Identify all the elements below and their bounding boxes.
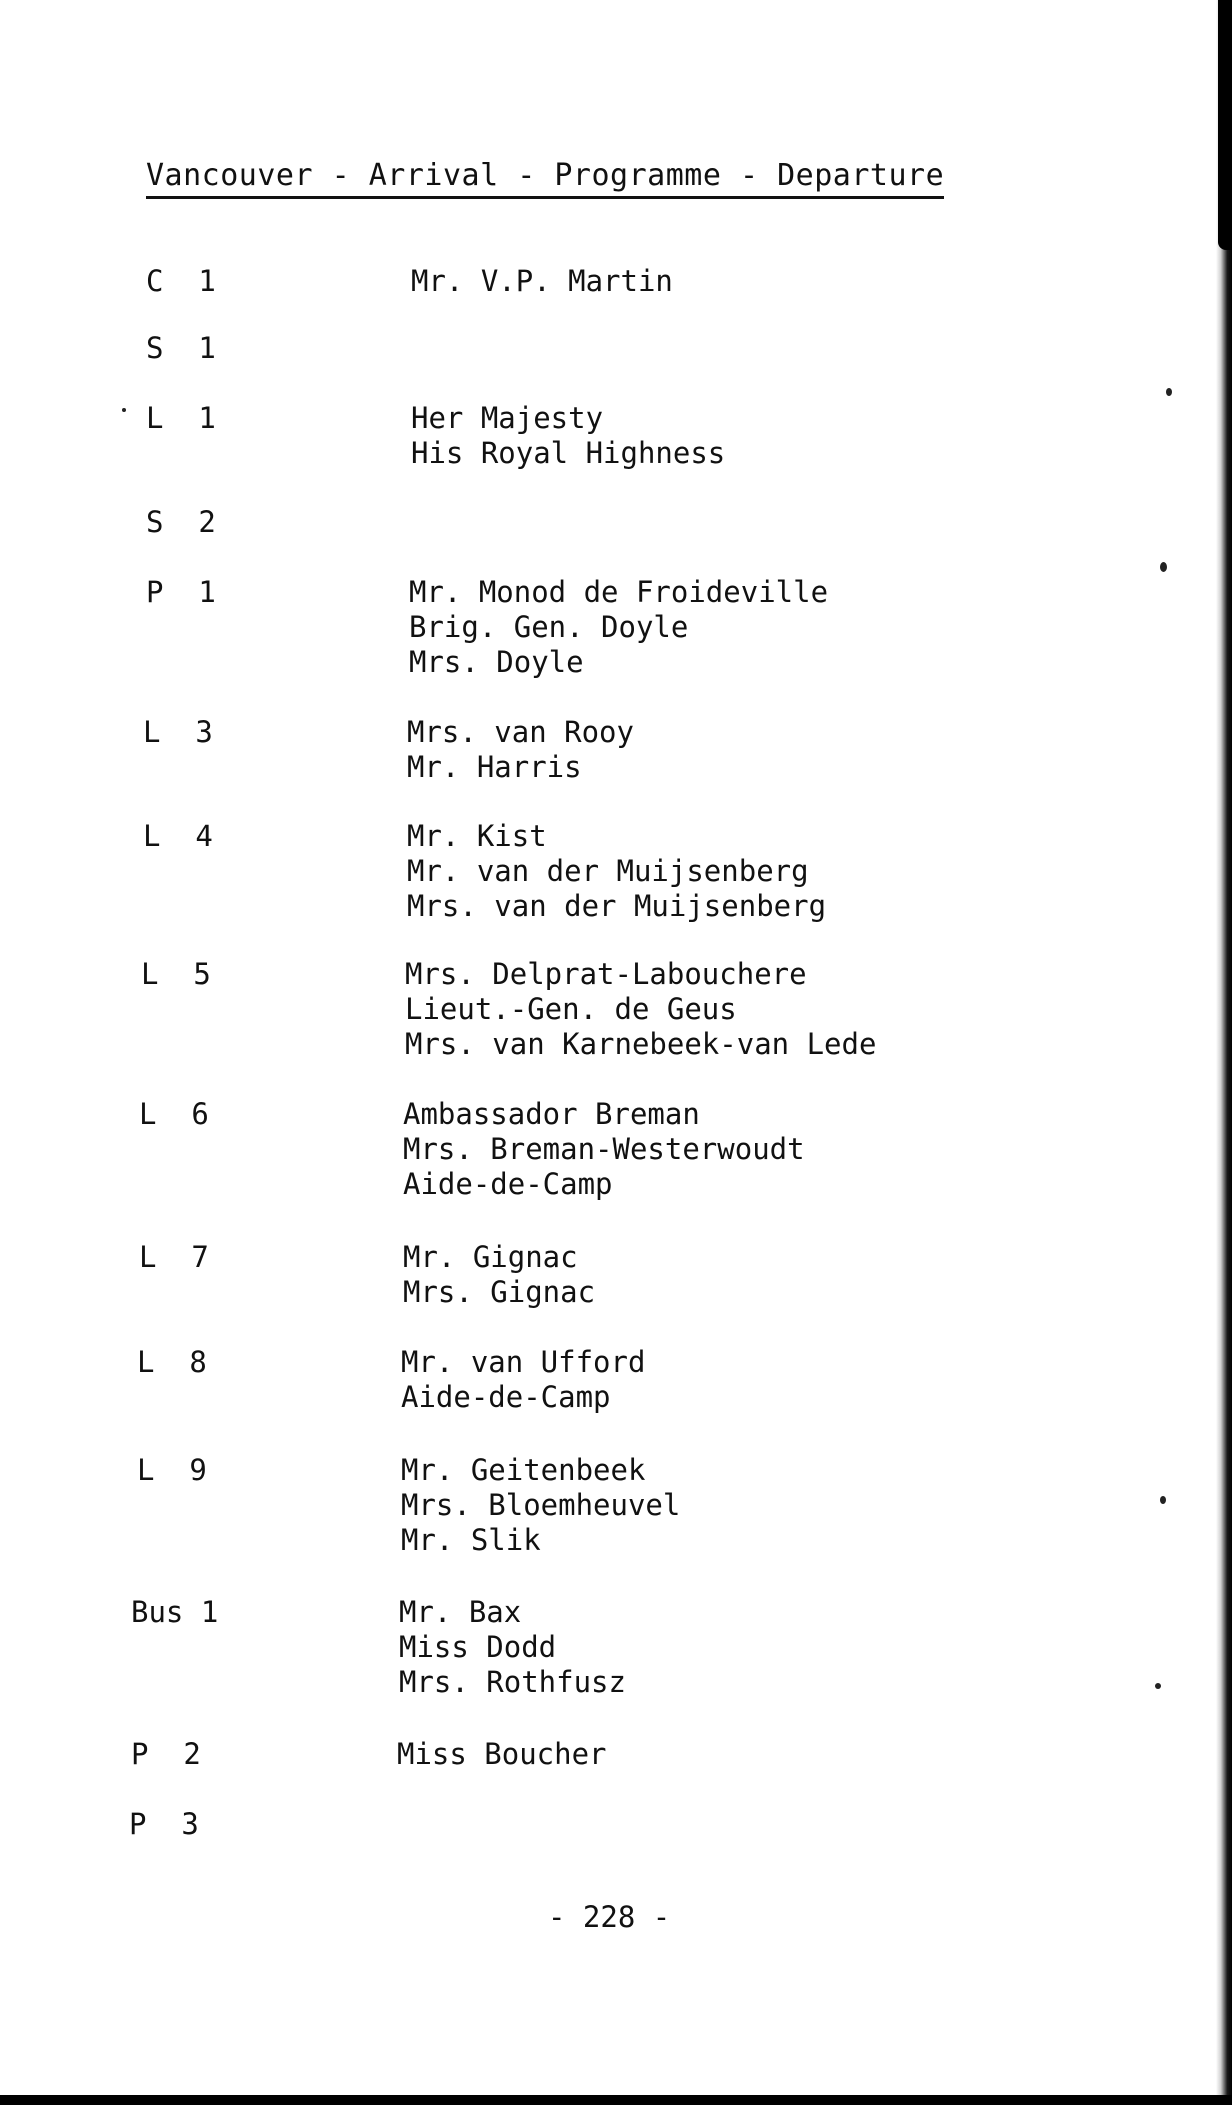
passenger-list: [399, 1595, 626, 1700]
scan-speck: [1155, 1683, 1161, 1689]
passenger-name: Mr. Kist: [407, 819, 547, 853]
passenger-name: Mrs. Doyle: [409, 645, 584, 679]
passenger-list: [405, 957, 876, 1062]
passenger-name: Mr. van der Muijsenberg: [407, 854, 809, 888]
passenger-name: Mr. Bax: [399, 1595, 522, 1629]
passenger-name: Miss Boucher: [397, 1737, 607, 1771]
passenger-name: Brig. Gen. Doyle: [409, 610, 689, 644]
passenger-name: Mrs. Delprat-Labouchere: [405, 957, 807, 991]
scan-speck: [1160, 1496, 1166, 1504]
passenger-name: Aide-de-Camp: [403, 1167, 613, 1201]
vehicle-code: P 1: [146, 575, 216, 609]
vehicle-code: L 1: [146, 401, 216, 435]
passenger-name: Miss Dodd: [399, 1630, 557, 1664]
passenger-list: [407, 715, 634, 785]
passenger-name: Mrs. Rothfusz: [399, 1665, 626, 1699]
passenger-name: Mr. V.P. Martin: [411, 264, 673, 298]
vehicle-code: L 8: [137, 1345, 207, 1379]
scan-edge-bottom: [0, 2095, 1232, 2105]
passenger-name: His Royal Highness: [411, 436, 726, 470]
passenger-name: Mr. van Ufford: [401, 1345, 646, 1379]
passenger-name: Her Majesty: [411, 401, 604, 435]
scan-speck: [1160, 562, 1167, 572]
scan-edge-right: [1216, 0, 1232, 2105]
passenger-list: [409, 575, 828, 680]
scan-speck: [122, 408, 126, 412]
vehicle-code: S 2: [146, 505, 216, 539]
passenger-list: [401, 1453, 680, 1558]
vehicle-code: L 3: [143, 715, 213, 749]
passenger-name: Lieut.-Gen. de Geus: [405, 992, 737, 1026]
passenger-list: [401, 1345, 645, 1415]
passenger-list: [397, 1737, 607, 1772]
passenger-name: Ambassador Breman: [403, 1097, 700, 1131]
passenger-name: Mr. Slik: [401, 1523, 541, 1557]
passenger-list: [411, 401, 725, 471]
passenger-name: Mr. Harris: [407, 750, 582, 784]
vehicle-code: L 5: [141, 957, 211, 991]
passenger-list: [411, 264, 673, 299]
passenger-name: Mr. Monod de Froideville: [409, 575, 829, 609]
passenger-name: Mrs. van Karnebeek-van Lede: [405, 1027, 877, 1061]
passenger-name: Mr. Geitenbeek: [401, 1453, 646, 1487]
scan-speck: [1166, 388, 1172, 396]
document-title: Vancouver - Arrival - Programme - Departure: [146, 158, 944, 199]
passenger-name: Mrs. Bloemheuvel: [401, 1488, 681, 1522]
passenger-list: [403, 1240, 595, 1310]
vehicle-code: P 2: [131, 1737, 201, 1771]
vehicle-code: L 9: [137, 1453, 207, 1487]
passenger-name: Mrs. Breman-Westerwoudt: [403, 1132, 805, 1166]
vehicle-code: P 3: [129, 1807, 199, 1841]
vehicle-code: Bus 1: [131, 1595, 219, 1629]
page-number: - 228 -: [548, 1900, 671, 1934]
scan-edge-shadow: [1218, 0, 1232, 250]
vehicle-code: S 1: [146, 331, 216, 365]
passenger-name: Mrs. van der Muijsenberg: [407, 889, 827, 923]
passenger-list: [403, 1097, 805, 1202]
passenger-name: Mr. Gignac: [403, 1240, 578, 1274]
vehicle-code: L 4: [143, 819, 213, 853]
passenger-name: Mrs. Gignac: [403, 1275, 596, 1309]
passenger-name: Mrs. van Rooy: [407, 715, 634, 749]
passenger-list: [407, 819, 826, 924]
vehicle-code: L 7: [139, 1240, 209, 1274]
vehicle-code: C 1: [146, 264, 216, 298]
passenger-name: Aide-de-Camp: [401, 1380, 611, 1414]
vehicle-code: L 6: [139, 1097, 209, 1131]
